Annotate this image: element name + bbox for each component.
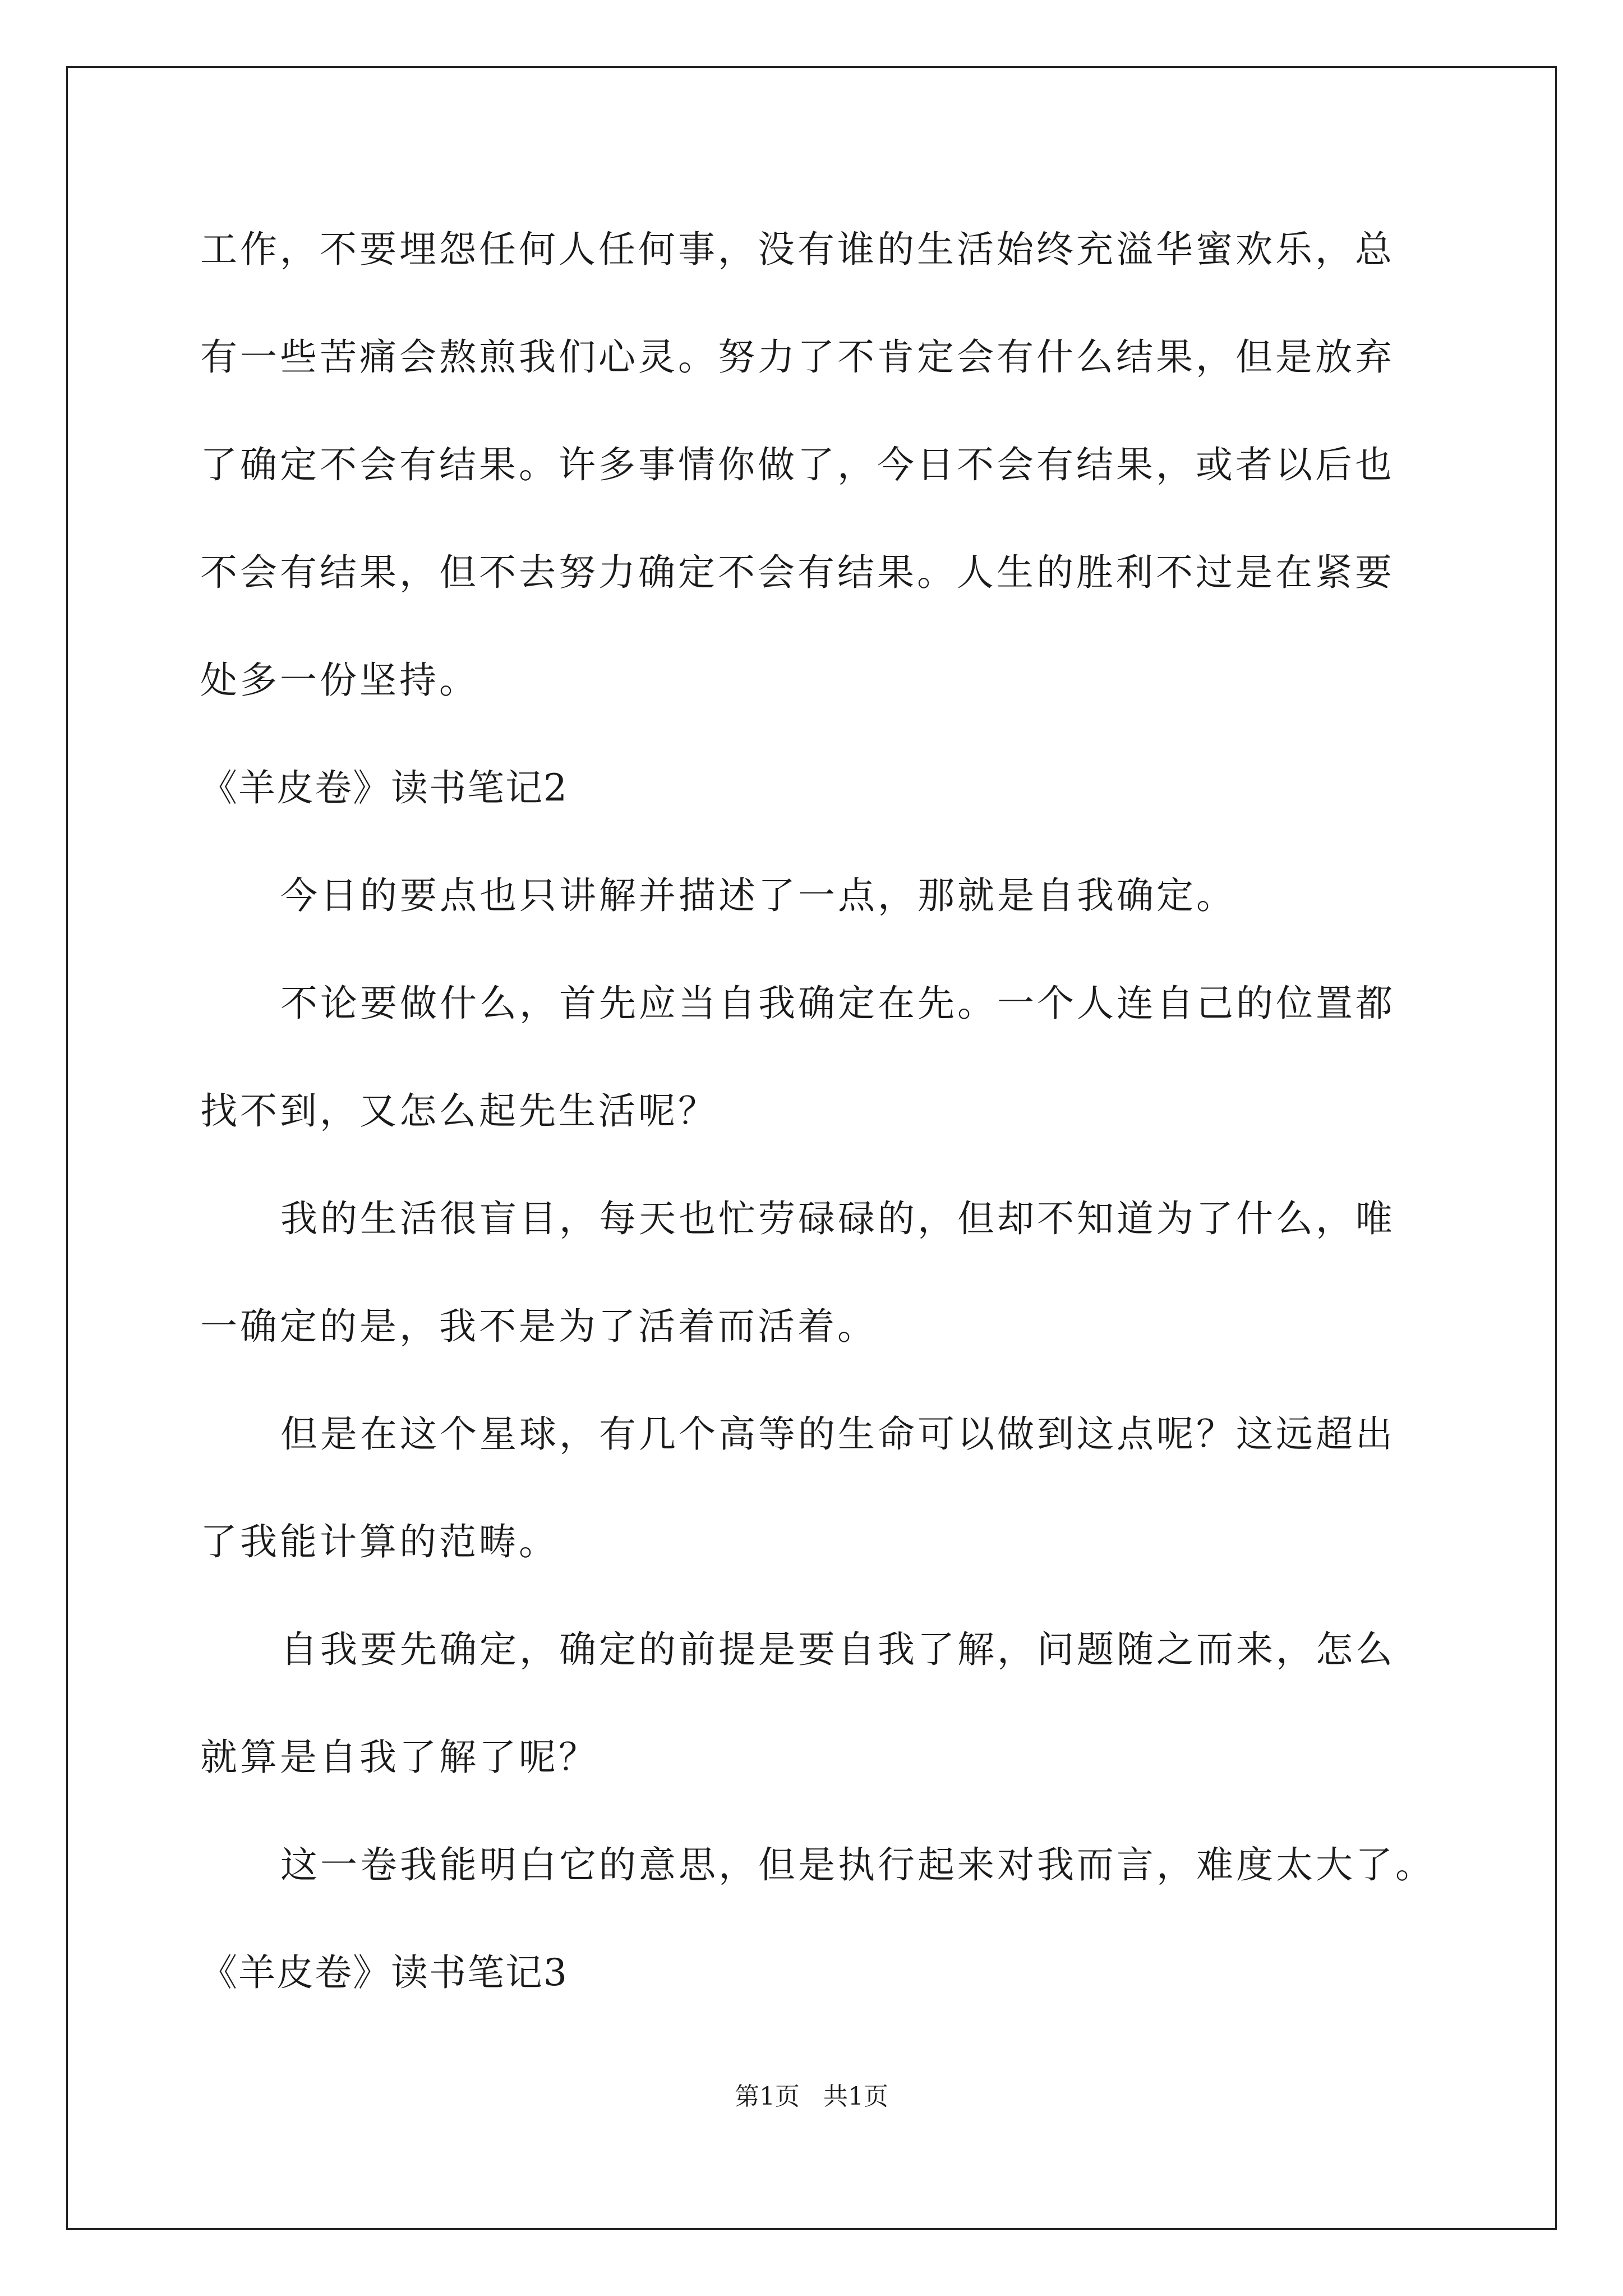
paragraph-line: 我的生活很盲目，每天也忙劳碌碌的，但却不知道为了什么，唯	[280, 1197, 1395, 1240]
page-border	[66, 66, 1557, 2230]
paragraph-line: 有一些苦痛会熬煎我们心灵。努力了不肯定会有什么结果，但是放弃	[200, 335, 1395, 379]
paragraph-line: 了确定不会有结果。许多事情你做了，今日不会有结果，或者以后也	[200, 443, 1395, 486]
paragraph-line: 不会有结果，但不去努力确定不会有结果。人生的胜利不过是在紧要	[200, 551, 1395, 594]
paragraph-line: 这一卷我能明白它的意思，但是执行起来对我而言，难度太大了。	[280, 1843, 1435, 1887]
paragraph-line: 今日的要点也只讲解并描述了一点，那就是自我确定。	[280, 874, 1236, 917]
paragraph-line: 找不到，又怎么起先生活呢？	[200, 1089, 718, 1133]
paragraph-line: 了我能计算的范畴。	[200, 1520, 559, 1563]
paragraph-line: 就算是自我了解了呢？	[200, 1736, 598, 1779]
paragraph-line: 自我要先确定，确定的前提是要自我了解，问题随之而来，怎么	[280, 1628, 1395, 1671]
section-heading: 《羊皮卷》读书笔记2	[200, 766, 568, 809]
section-heading: 《羊皮卷》读书笔记3	[200, 1951, 568, 1994]
page-footer: 第1页 共1页	[735, 2082, 888, 2111]
paragraph-line: 不论要做什么，首先应当自我确定在先。一个人连自己的位置都	[280, 982, 1395, 1025]
paragraph-line: 处多一份坚持。	[200, 659, 479, 702]
paragraph-line: 工作，不要埋怨任何人任何事，没有谁的生活始终充溢华蜜欢乐，总	[200, 228, 1395, 271]
paragraph-line: 一确定的是，我不是为了活着而活着。	[200, 1305, 877, 1348]
paragraph-line: 但是在这个星球，有几个高等的生命可以做到这点呢？这远超出	[280, 1412, 1395, 1456]
